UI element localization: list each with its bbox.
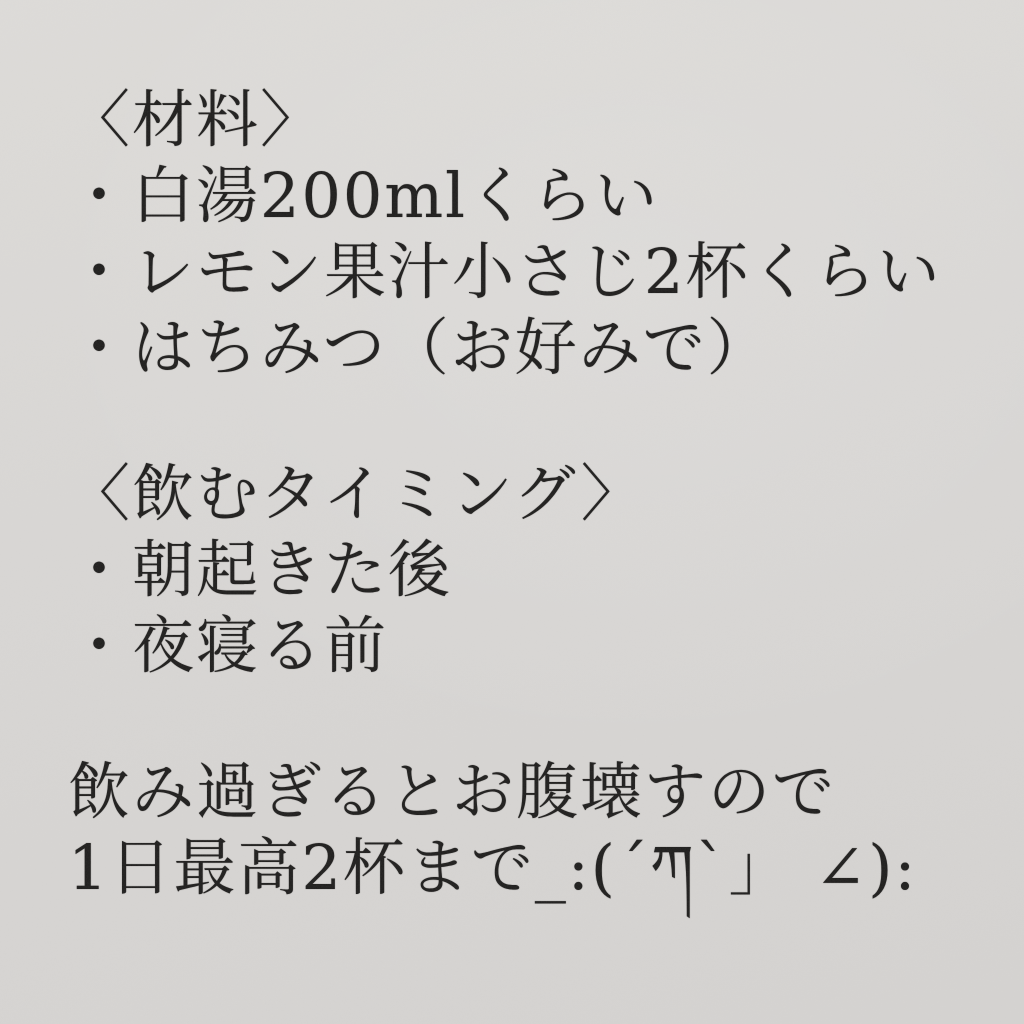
- ingredients-heading: 〈材料〉: [68, 83, 325, 156]
- section-timing: [68, 456, 1004, 684]
- ingredient-item-lemon-juice: ・レモン果汁小さじ2杯くらい: [68, 235, 942, 308]
- warning-line-1: 飲み過ぎるとお腹壊すので: [68, 755, 837, 828]
- section-ingredients: [68, 82, 1004, 386]
- section-warning: [68, 754, 1004, 906]
- ingredient-item-honey: ・はちみつ（お好みで）: [68, 311, 771, 384]
- timing-item-morning: ・朝起きた後: [68, 533, 453, 606]
- text-content: [68, 82, 1004, 906]
- timing-item-night: ・夜寝る前: [68, 609, 389, 682]
- warning-line-2: 1日最高2杯まで_:(´ཀ`」 ∠):: [68, 831, 918, 904]
- timing-heading: 〈飲むタイミング〉: [68, 457, 645, 530]
- ingredient-item-hot-water: ・白湯200mlくらい: [68, 159, 659, 232]
